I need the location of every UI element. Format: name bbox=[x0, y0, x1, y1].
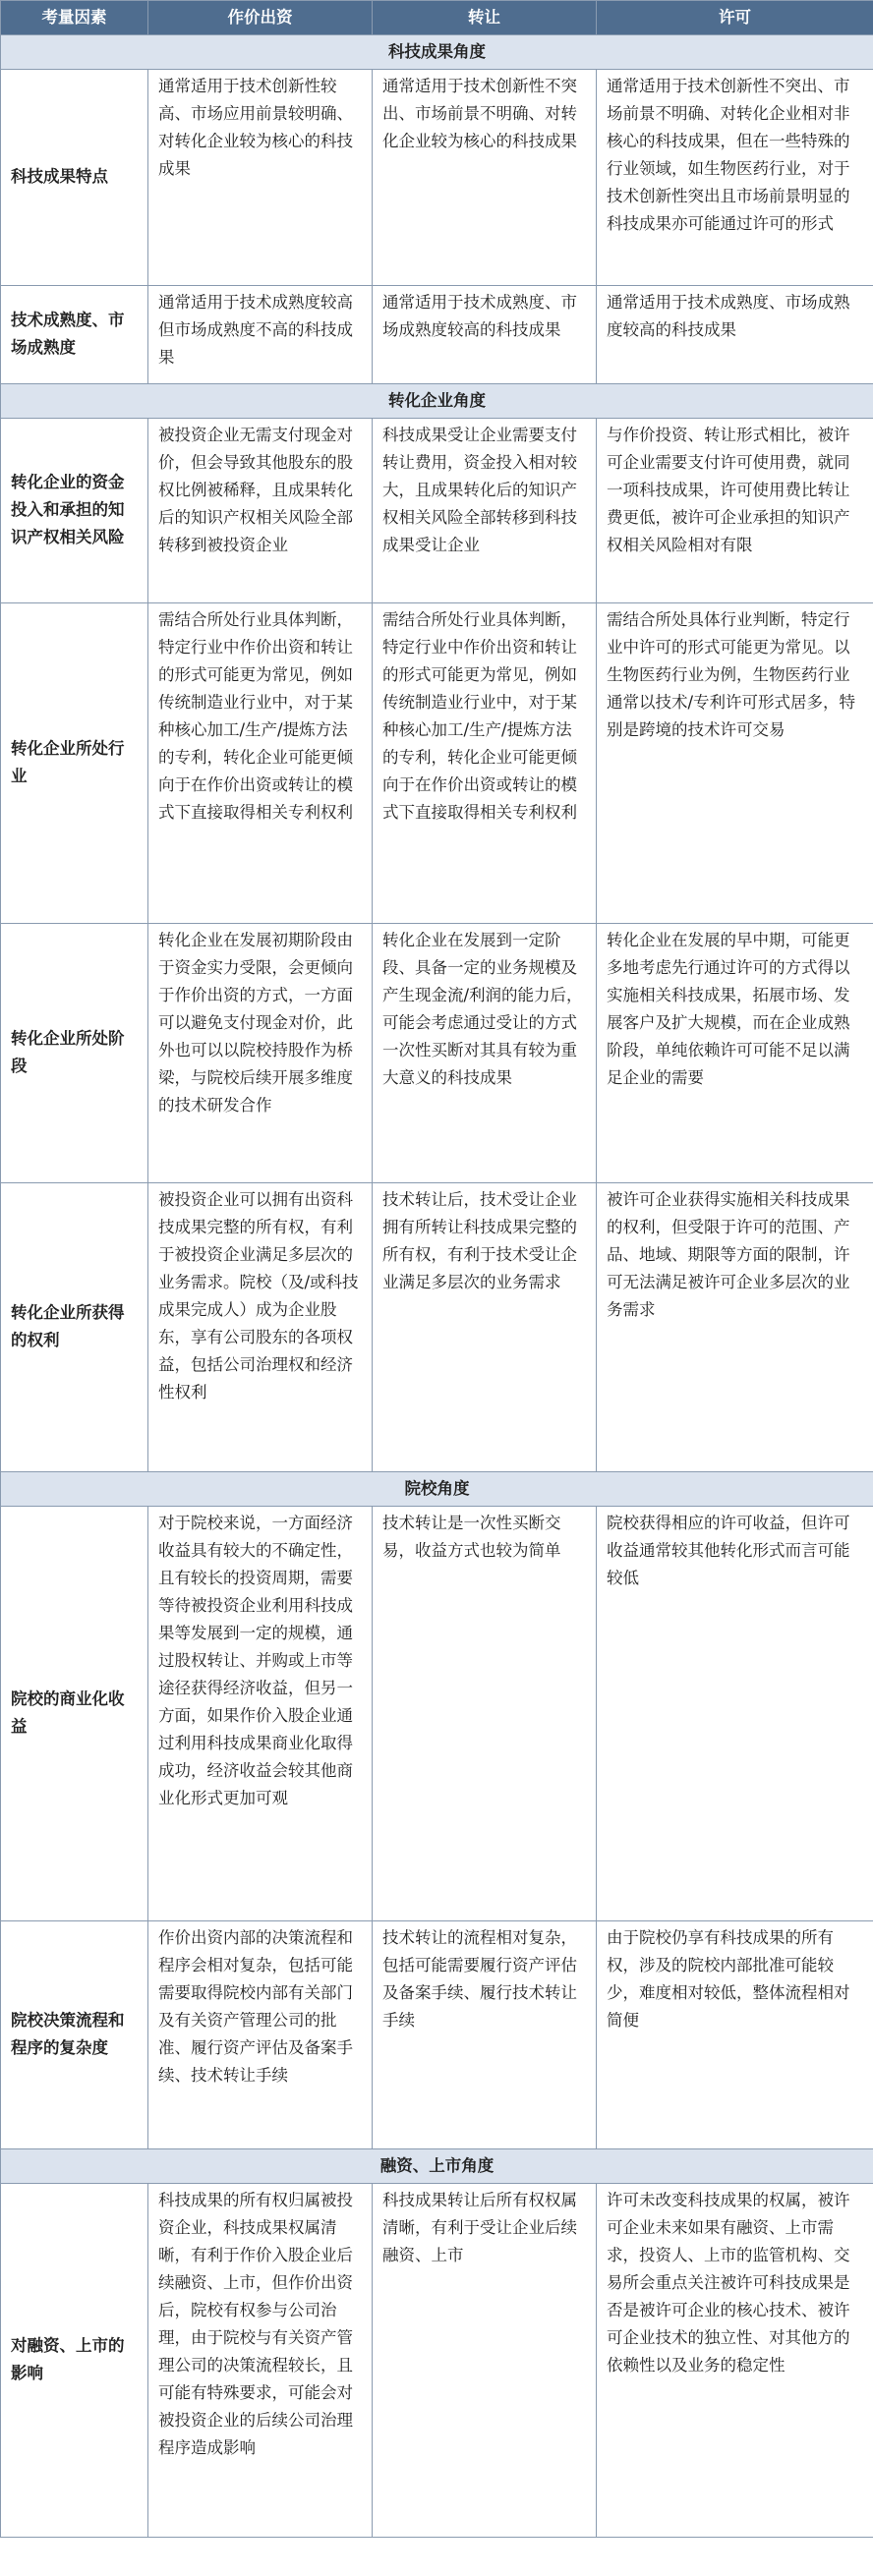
capital-cell: 通常适用于技术创新性较高、市场应用前景较明确、对转化企业较为核心的科技成果 bbox=[148, 70, 373, 286]
section-row bbox=[1, 35, 873, 70]
section-row bbox=[1, 384, 873, 419]
capital-cell: 通常适用于技术成熟度较高但市场成熟度不高的科技成果 bbox=[148, 286, 373, 384]
transfer-cell: 通常适用于技术成熟度、市场成熟度较高的科技成果 bbox=[373, 286, 597, 384]
license-cell: 通常适用于技术创新性不突出、市场前景不明确、对转化企业相对非核心的科技成果，但在一些特殊的行业领域，如生物医药行业，对于技术创新性突出且市场前景明显的科技成果亦可能通过许可的形式 bbox=[597, 70, 873, 286]
header-row bbox=[1, 1, 873, 35]
license-cell: 与作价投资、转让形式相比，被许可企业需要支付许可使用费，就同一项科技成果，许可使用费比转让费更低，被许可企业承担的知识产权相关风险相对有限 bbox=[597, 419, 873, 603]
license-cell: 许可未改变科技成果的权属，被许可企业未来如果有融资、上市需求，投资人、上市的监管机构、交易所会重点关注被许可科技成果是否是被许可企业的核心技术、被许可企业技术的独立性、对其他方的依赖性以及业务的稳定性 bbox=[597, 2184, 873, 2538]
table-row bbox=[1, 2184, 873, 2538]
section-row bbox=[1, 1472, 873, 1507]
section-title: 院校角度 bbox=[1, 1472, 873, 1507]
factor-cell: 转化企业所处行业 bbox=[1, 603, 148, 924]
license-cell: 需结合所处具体行业判断，特定行业中许可的形式可能更为常见。以生物医药行业为例，生物医药行业通常以技术/专利许可形式居多，特别是跨境的技术许可交易 bbox=[597, 603, 873, 924]
license-cell: 被许可企业获得实施相关科技成果的权利，但受限于许可的范围、产品、地域、期限等方面的限制，许可无法满足被许可企业多层次的业务需求 bbox=[597, 1183, 873, 1472]
header-license: 许可 bbox=[597, 1, 873, 35]
table-row bbox=[1, 1507, 873, 1921]
transfer-cell: 转化企业在发展到一定阶段、具备一定的业务规模及产生现金流/利润的能力后，可能会考虑通过受让的方式一次性买断对其具有较为重大意义的科技成果 bbox=[373, 924, 597, 1183]
transfer-cell: 需结合所处行业具体判断，特定行业中作价出资和转让的形式可能更为常见，例如传统制造业行业中，对于某种核心加工/生产/提炼方法的专利，转化企业可能更倾向于在作价出资或转让的模式下直接取得相关专利权利 bbox=[373, 603, 597, 924]
license-cell: 院校获得相应的许可收益，但许可收益通常较其他转化形式而言可能较低 bbox=[597, 1507, 873, 1921]
factor-cell: 科技成果特点 bbox=[1, 70, 148, 286]
table-row bbox=[1, 286, 873, 384]
factor-cell: 转化企业所处阶段 bbox=[1, 924, 148, 1183]
capital-cell: 对于院校来说，一方面经济收益具有较大的不确定性，且有较长的投资周期，需要等待被投资企业利用科技成果等发展到一定的规模，通过股权转让、并购或上市等途径获得经济收益，但另一方面，如果作价入股企业通过利用科技成果商业化取得成功，经济收益会较其他商业化形式更加可观 bbox=[148, 1507, 373, 1921]
transfer-cell: 科技成果受让企业需要支付转让费用，资金投入相对较大，且成果转化后的知识产权相关风险全部转移到科技成果受让企业 bbox=[373, 419, 597, 603]
license-cell: 转化企业在发展的早中期，可能更多地考虑先行通过许可的方式得以实施相关科技成果，拓展市场、发展客户及扩大规模，而在企业成熟阶段，单纯依赖许可可能不足以满足企业的需要 bbox=[597, 924, 873, 1183]
capital-cell: 被投资企业无需支付现金对价，但会导致其他股东的股权比例被稀释，且成果转化后的知识产权相关风险全部转移到被投资企业 bbox=[148, 419, 373, 603]
table-row bbox=[1, 924, 873, 1183]
section-title: 融资、上市角度 bbox=[1, 2149, 873, 2184]
table-row bbox=[1, 1183, 873, 1472]
capital-cell: 科技成果的所有权归属被投资企业，科技成果权属清晰，有利于作价入股企业后续融资、上市，但作价出资后，院校有权参与公司治理，由于院校与有关资产管理公司的决策流程较长，且可能有特殊要求，可能会对被投资企业的后续公司治理程序造成影响 bbox=[148, 2184, 373, 2538]
factor-cell: 院校决策流程和程序的复杂度 bbox=[1, 1921, 148, 2149]
license-cell: 由于院校仍享有科技成果的所有权，涉及的院校内部批准可能较少，难度相对较低，整体流程相对简便 bbox=[597, 1921, 873, 2149]
capital-cell: 需结合所处行业具体判断，特定行业中作价出资和转让的形式可能更为常见，例如传统制造业行业中，对于某种核心加工/生产/提炼方法的专利，转化企业可能更倾向于在作价出资或转让的模式下直接取得相关专利权利 bbox=[148, 603, 373, 924]
factor-cell: 转化企业所获得的权利 bbox=[1, 1183, 148, 1472]
capital-cell: 转化企业在发展初期阶段由于资金实力受限，会更倾向于作价出资的方式，一方面可以避免支付现金对价，此外也可以以院校持股作为桥梁，与院校后续开展多维度的技术研发合作 bbox=[148, 924, 373, 1183]
table-row bbox=[1, 70, 873, 286]
factor-cell: 院校的商业化收益 bbox=[1, 1507, 148, 1921]
table-row bbox=[1, 603, 873, 924]
factor-cell: 转化企业的资金投入和承担的知识产权相关风险 bbox=[1, 419, 148, 603]
transfer-cell: 技术转让的流程相对复杂，包括可能需要履行资产评估及备案手续、履行技术转让手续 bbox=[373, 1921, 597, 2149]
section-row bbox=[1, 2149, 873, 2184]
factor-cell: 技术成熟度、市场成熟度 bbox=[1, 286, 148, 384]
transfer-cell: 通常适用于技术创新性不突出、市场前景不明确、对转化企业较为核心的科技成果 bbox=[373, 70, 597, 286]
license-cell: 通常适用于技术成熟度、市场成熟度较高的科技成果 bbox=[597, 286, 873, 384]
capital-cell: 被投资企业可以拥有出资科技成果完整的所有权，有利于被投资企业满足多层次的业务需求。院校（及/或科技成果完成人）成为企业股东，享有公司股东的各项权益，包括公司治理权和经济性权利 bbox=[148, 1183, 373, 1472]
table-row bbox=[1, 1921, 873, 2149]
table-row bbox=[1, 419, 873, 603]
header-transfer: 转让 bbox=[373, 1, 597, 35]
section-title: 科技成果角度 bbox=[1, 35, 873, 70]
transfer-cell: 技术转让是一次性买断交易，收益方式也较为简单 bbox=[373, 1507, 597, 1921]
section-title: 转化企业角度 bbox=[1, 384, 873, 419]
factor-cell: 对融资、上市的影响 bbox=[1, 2184, 148, 2538]
transfer-cell: 技术转让后，技术受让企业拥有所转让科技成果完整的所有权，有利于技术受让企业满足多层次的业务需求 bbox=[373, 1183, 597, 1472]
transfer-cell: 科技成果转让后所有权权属清晰，有利于受让企业后续融资、上市 bbox=[373, 2184, 597, 2538]
header-capital-contribution: 作价出资 bbox=[148, 1, 373, 35]
header-factor: 考量因素 bbox=[1, 1, 148, 35]
capital-cell: 作价出资内部的决策流程和程序会相对复杂，包括可能需要取得院校内部有关部门及有关资产管理公司的批准、履行资产评估及备案手续、技术转让手续 bbox=[148, 1921, 373, 2149]
